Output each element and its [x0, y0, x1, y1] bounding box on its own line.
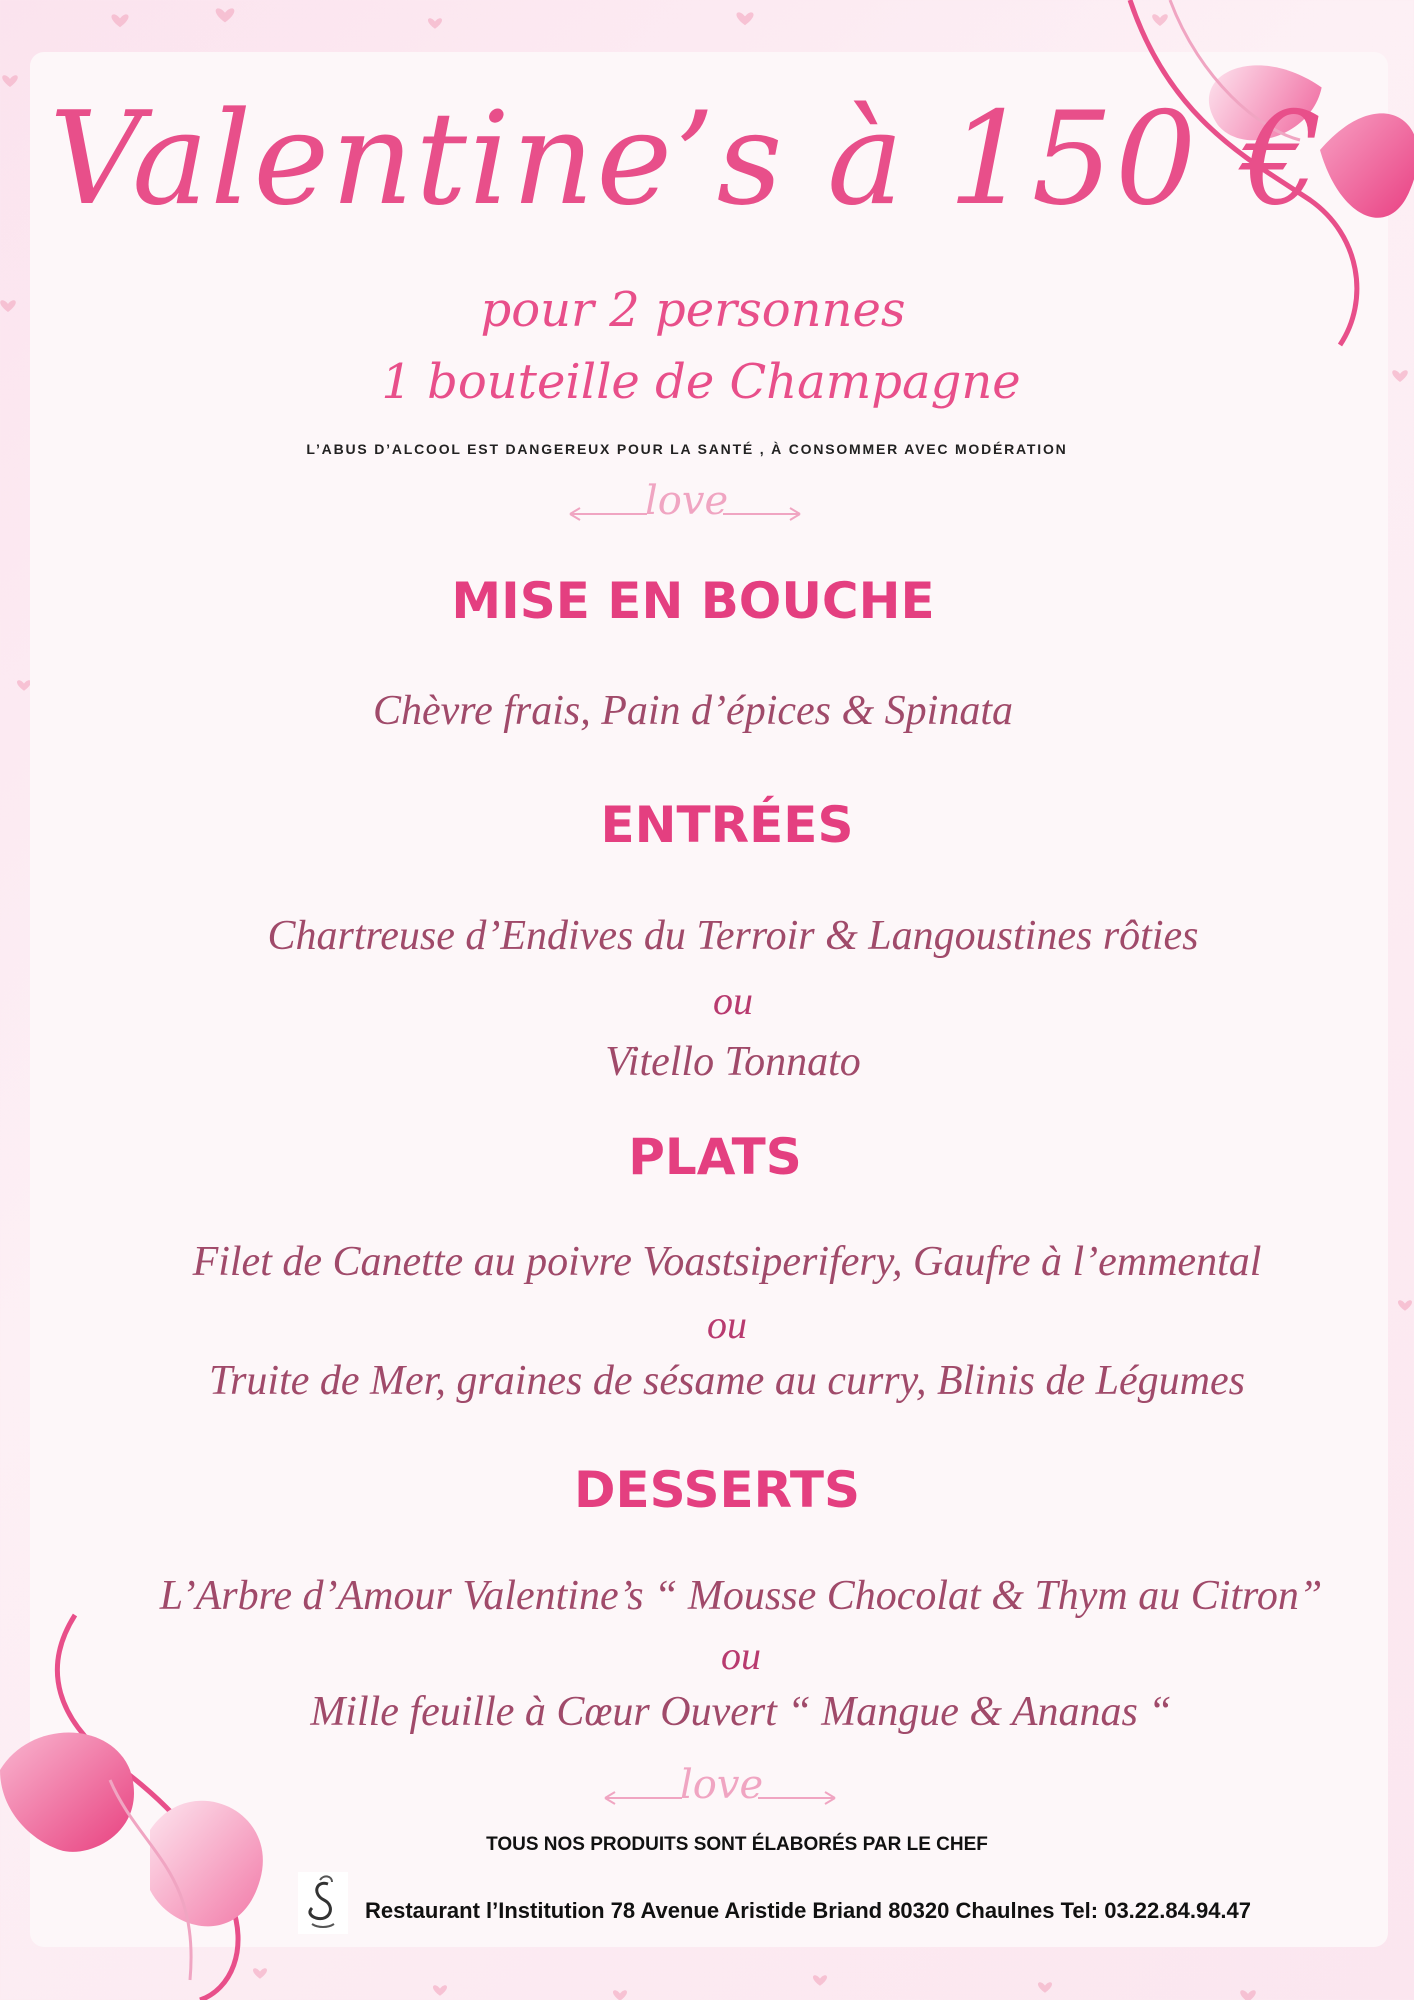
or-plats: ou	[707, 1302, 747, 1347]
dish-entree-1: Chartreuse d’Endives du Terroir & Langoustines rôties	[267, 913, 1199, 959]
subtitle-champagne: 1 bouteille de Champagne	[381, 354, 1021, 410]
heading-desserts: DESSERTS	[574, 1461, 860, 1519]
dish-dessert-2: Mille feuille à Cœur Ouvert “ Mangue & Ananas “	[310, 1689, 1172, 1735]
restaurant-address: Restaurant l’Institution 78 Avenue Aristide Briand 80320 Chaulnes Tel: 03.22.84.94.47	[365, 1898, 1252, 1923]
love-divider-top	[565, 478, 805, 538]
love-divider-bottom	[600, 1762, 840, 1822]
menu-title: Valentine’s à 150 €	[49, 85, 1325, 234]
restaurant-logo-icon	[298, 1872, 348, 1934]
dish-entree-2: Vitello Tonnato	[605, 1039, 861, 1085]
or-entrees: ou	[713, 978, 753, 1023]
subtitle-persons: pour 2 personnes	[480, 282, 906, 338]
chef-note: TOUS NOS PRODUITS SONT ÉLABORÉS PAR LE CHEF	[486, 1834, 988, 1855]
alcohol-disclaimer: L’ABUS D’ALCOOL EST DANGEREUX POUR LA SANTÉ , À CONSOMMER AVEC MODÉRATION	[306, 441, 1068, 457]
love-word: love	[680, 1762, 764, 1808]
love-word: love	[645, 478, 729, 524]
heading-plats: PLATS	[628, 1128, 802, 1186]
dish-plat-1: Filet de Canette au poivre Voastsiperifery, Gaufre à l’emmental	[192, 1239, 1262, 1285]
heading-mise-en-bouche: MISE EN BOUCHE	[451, 572, 935, 630]
dish-mise-en-bouche: Chèvre frais, Pain d’épices & Spinata	[372, 688, 1013, 734]
dish-dessert-1: L’Arbre d’Amour Valentine’s “ Mousse Chocolat & Thym au Citron”	[159, 1573, 1323, 1619]
dish-plat-2: Truite de Mer, graines de sésame au curry, Blinis de Légumes	[209, 1358, 1245, 1404]
heading-entrees: ENTRÉES	[600, 796, 854, 854]
or-desserts: ou	[721, 1633, 761, 1678]
